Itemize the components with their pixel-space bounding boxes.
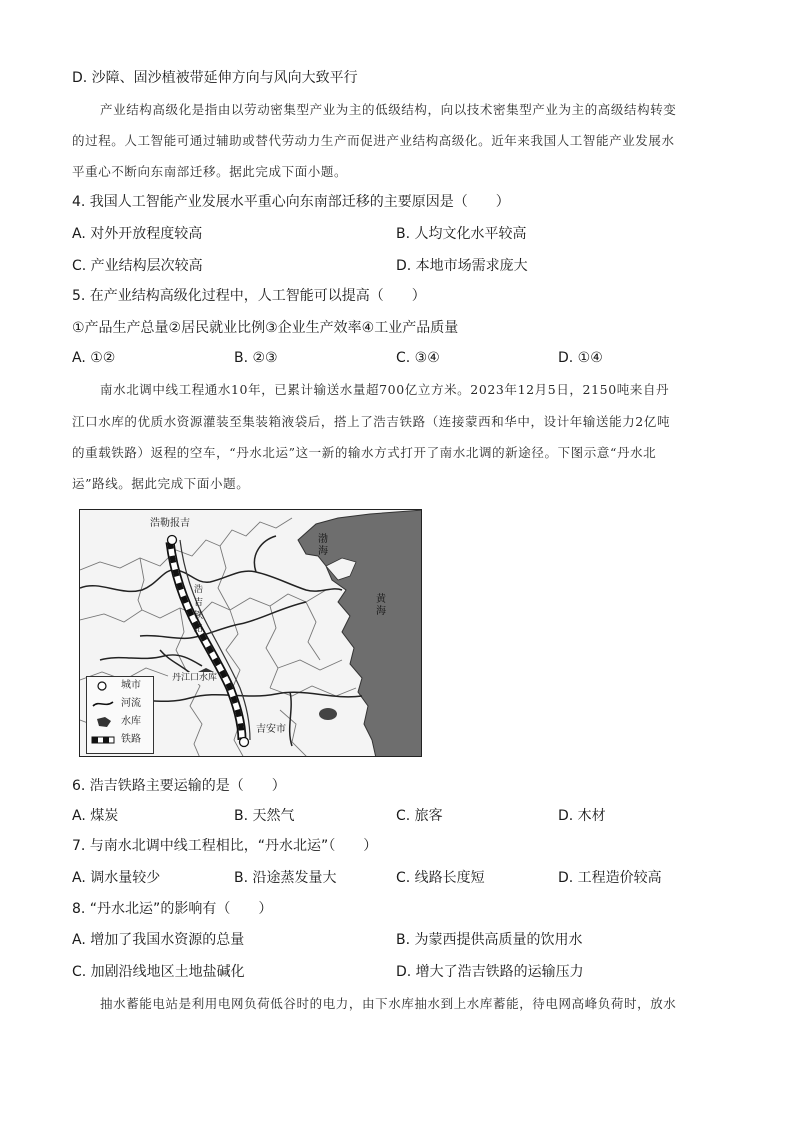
question-7-option-c[interactable]: C. 线路长度短 xyxy=(396,870,485,886)
lake xyxy=(319,708,337,720)
question-6-option-d[interactable]: D. 木材 xyxy=(558,808,606,824)
question-4-option-d[interactable]: D. 本地市场需求庞大 xyxy=(396,258,528,274)
question-7-option-a[interactable]: A. 调水量较少 xyxy=(72,870,161,886)
legend-item-railway xyxy=(91,733,141,747)
label-bohai: 渤海 xyxy=(318,534,328,557)
legend-label: 铁路 xyxy=(121,734,141,745)
question-5-items: ①产品生产总量②居民就业比例③企业生产效率④工业产品质量 xyxy=(72,320,459,336)
river-icon xyxy=(91,697,115,711)
question-5-stem: 5. 在产业结构高级化过程中，人工智能可以提高（ ） xyxy=(72,288,426,304)
legend-item-river xyxy=(91,697,141,711)
city-haolebaoji-icon xyxy=(168,536,177,545)
question-4-option-b[interactable]: B. 人均文化水平较高 xyxy=(396,226,527,242)
label-haoji-railway: 浩吉铁路 xyxy=(194,585,204,634)
question-6-stem: 6. 浩吉铁路主要运输的是（ ） xyxy=(72,778,286,794)
question-5-option-b[interactable]: B. ②③ xyxy=(234,350,278,366)
passage-2-line: 的重载铁路）返程的空车，“丹水北运”这一新的输水方式打开了南水北调的新途径。下图示意“丹水北 xyxy=(72,445,657,460)
label-danjiangkou: 丹江口水库 xyxy=(172,673,218,683)
legend-item-city xyxy=(91,679,141,693)
question-7-stem: 7. 与南水北调中线工程相比，“丹水北运”（ ） xyxy=(72,838,378,854)
question-4-option-c[interactable]: C. 产业结构层次较高 xyxy=(72,258,203,274)
question-6-option-c[interactable]: C. 旅客 xyxy=(396,808,443,824)
question-5-option-c[interactable]: C. ③④ xyxy=(396,350,440,366)
legend-item-reservoir xyxy=(91,715,141,729)
q3-option-d: D. 沙障、固沙植被带延伸方向与风向大致平行 xyxy=(72,70,358,86)
question-4-option-a[interactable]: A. 对外开放程度较高 xyxy=(72,226,203,242)
question-8-option-c[interactable]: C. 加剧沿线地区土地盐碱化 xyxy=(72,964,245,980)
passage-2-line: 南水北调中线工程通水10年，已累计输送水量超700亿立方米。2023年12月5日，2150吨来自丹 xyxy=(100,382,670,397)
question-6-option-a[interactable]: A. 煤炭 xyxy=(72,808,119,824)
map-legend xyxy=(86,676,154,754)
question-8-option-b[interactable]: B. 为蒙西提供高质量的饮用水 xyxy=(396,932,583,948)
question-4-stem: 4. 我国人工智能产业发展水平重心向东南部迁移的主要原因是（ ） xyxy=(72,194,510,210)
city-jian-icon xyxy=(240,738,249,747)
passage-2-line: 运”路线。据此完成下面小题。 xyxy=(72,476,250,491)
question-7-option-d[interactable]: D. 工程造价较高 xyxy=(558,870,662,886)
label-haolebaoji: 浩勒报吉 xyxy=(150,518,190,529)
question-8-stem: 8. “丹水北运”的影响有（ ） xyxy=(72,901,273,917)
question-6-option-b[interactable]: B. 天然气 xyxy=(234,808,295,824)
question-8-option-d[interactable]: D. 增大了浩吉铁路的运输压力 xyxy=(396,964,584,980)
question-7-option-b[interactable]: B. 沿途蒸发量大 xyxy=(234,870,337,886)
legend-label: 城市 xyxy=(121,680,141,691)
question-5-option-a[interactable]: A. ①② xyxy=(72,350,116,366)
passage-1-line: 产业结构高级化是指由以劳动密集型产业为主的低级结构，向以技术密集型产业为主的高级结构转变 xyxy=(100,102,677,117)
legend-label: 水库 xyxy=(121,716,141,727)
city-icon xyxy=(91,679,115,693)
passage-1-line: 平重心不断向东南部迁移。据此完成下面小题。 xyxy=(72,164,348,179)
danshui-beiyun-route-map xyxy=(79,509,422,757)
railway-icon xyxy=(91,733,115,747)
passage-1-line: 的过程。人工智能可通过辅助或替代劳动力生产而促进产业结构高级化。近年来我国人工智能产业发展水 xyxy=(72,133,675,148)
question-8-option-a[interactable]: A. 增加了我国水资源的总量 xyxy=(72,932,245,948)
legend-label: 河流 xyxy=(121,698,141,709)
passage-3-line: 抽水蓄能电站是利用电网负荷低谷时的电力，由下水库抽水到上水库蓄能，待电网高峰负荷时，放水 xyxy=(100,996,677,1011)
label-huanghai: 黄海 xyxy=(376,594,386,617)
sea-area xyxy=(298,510,422,757)
reservoir-icon xyxy=(91,715,115,729)
label-jian: 吉安市 xyxy=(256,724,286,735)
question-5-option-d[interactable]: D. ①④ xyxy=(558,350,603,366)
passage-2-line: 江口水库的优质水资源灌装至集装箱液袋后，搭上了浩吉铁路（连接蒙西和华中，设计年输送能力2亿吨 xyxy=(72,414,671,429)
